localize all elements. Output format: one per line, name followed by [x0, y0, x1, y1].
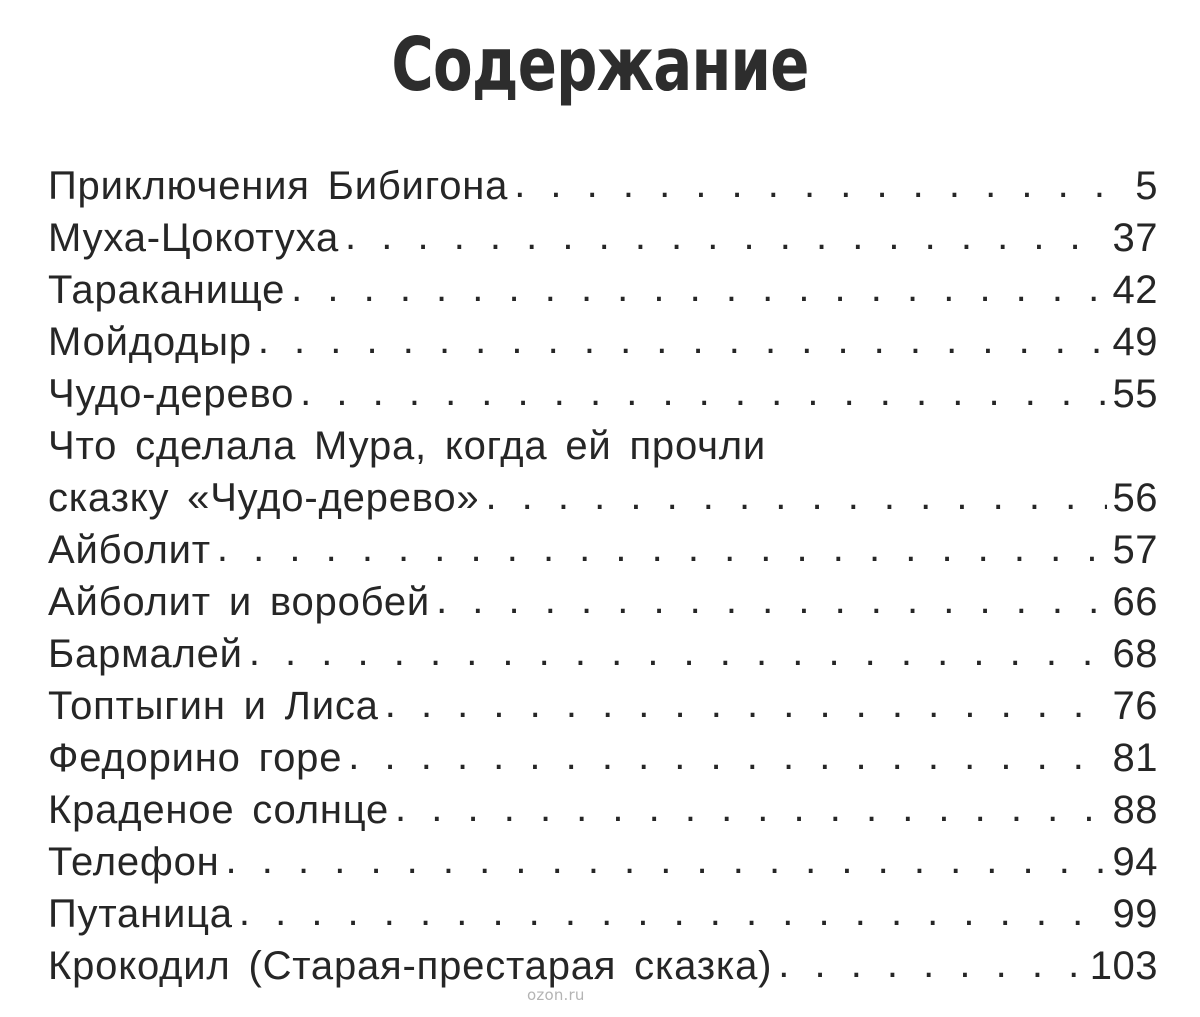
toc-entry [48, 212, 1158, 264]
toc-page-number: 57 [1112, 528, 1158, 572]
dot-leader [345, 210, 1106, 262]
dot-leader [217, 522, 1107, 574]
toc-entry-title: Муха-Цокотуха [48, 216, 340, 260]
dot-leader [395, 782, 1106, 834]
dot-leader [348, 730, 1106, 782]
toc-entry-title: сказку «Чудо-дерево» [48, 476, 480, 520]
table-of-contents [48, 160, 1158, 992]
toc-entry-title: Топтыгин и Лиса [48, 684, 379, 728]
toc-page-number: 103 [1089, 944, 1158, 988]
toc-entry [48, 836, 1158, 888]
dot-leader [485, 470, 1106, 522]
toc-entry [48, 316, 1158, 368]
watermark: ozon.ru [527, 986, 585, 1004]
page-title: Содержание [391, 22, 809, 108]
toc-entry [48, 576, 1158, 628]
toc-entry-title: Приключения Бибигона [48, 164, 509, 208]
toc-entry [48, 160, 1158, 212]
toc-entry-title: Айболит [48, 528, 211, 572]
toc-page-number: 42 [1112, 268, 1158, 312]
dot-leader [436, 574, 1106, 626]
toc-entry-title: Бармалей [48, 632, 243, 676]
toc-entry [48, 524, 1158, 576]
toc-page-number: 99 [1112, 892, 1158, 936]
dot-leader [514, 158, 1129, 210]
toc-entry-title: Что сделала Мура, когда ей прочли [48, 424, 767, 468]
toc-entry [48, 940, 1158, 992]
dot-leader [226, 834, 1107, 886]
toc-entry [48, 888, 1158, 940]
dot-leader [291, 262, 1106, 314]
dot-leader [258, 314, 1107, 366]
toc-page-number: 49 [1112, 320, 1158, 364]
dot-leader [778, 938, 1084, 990]
toc-page-number: 5 [1135, 164, 1158, 208]
toc-entry [48, 628, 1158, 680]
toc-entry [48, 732, 1158, 784]
toc-page-number: 76 [1112, 684, 1158, 728]
toc-entry-title: Телефон [48, 840, 220, 884]
dot-leader [249, 626, 1107, 678]
toc-entry-title: Айболит и воробей [48, 580, 431, 624]
toc-entry-title: Федорино горе [48, 736, 343, 780]
toc-page-number: 55 [1112, 372, 1158, 416]
toc-entry-title: Крокодил (Старая-престарая сказка) [48, 944, 773, 988]
toc-page-number: 37 [1112, 216, 1158, 260]
toc-entry [48, 680, 1158, 732]
toc-page-number: 81 [1112, 736, 1158, 780]
toc-entry-title: Краденое солнце [48, 788, 390, 832]
toc-entry-title: Чудо-дерево [48, 372, 295, 416]
toc-page-number: 94 [1112, 840, 1158, 884]
toc-entry [48, 264, 1158, 316]
toc-entry [48, 368, 1158, 420]
toc-entry-first-line [48, 420, 1158, 472]
toc-page-number: 68 [1112, 632, 1158, 676]
toc-entry [48, 472, 1158, 524]
dot-leader [385, 678, 1107, 730]
toc-entry-title: Путаница [48, 892, 233, 936]
toc-entry-title: Тараканище [48, 268, 286, 312]
toc-page-number: 88 [1112, 788, 1158, 832]
toc-page-number: 56 [1112, 476, 1158, 520]
toc-entry [48, 784, 1158, 836]
dot-leader [239, 886, 1107, 938]
toc-entry-title: Мойдодыр [48, 320, 252, 364]
dot-leader [300, 366, 1106, 418]
toc-page-number: 66 [1112, 580, 1158, 624]
